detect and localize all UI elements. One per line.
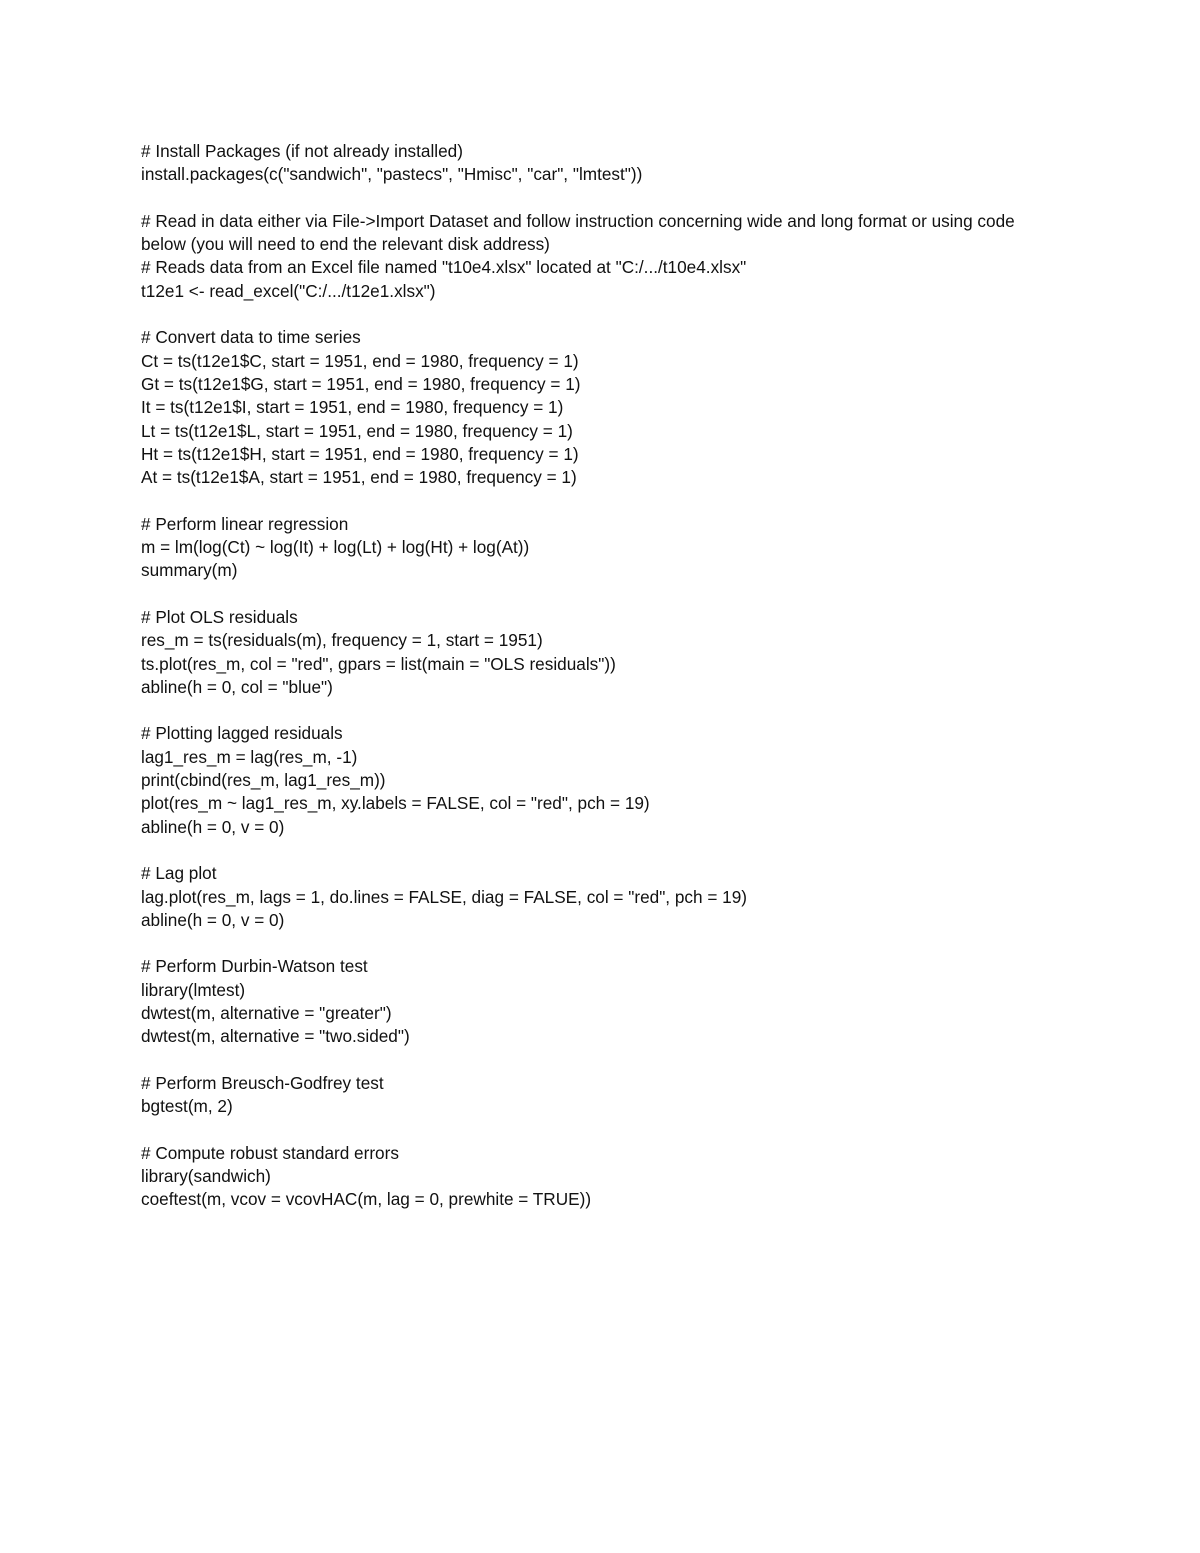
code-line: At = ts(t12e1$A, start = 1951, end = 1980, frequency = 1): [141, 467, 577, 488]
code-line: Lt = ts(t12e1$L, start = 1951, end = 1980, frequency = 1): [141, 420, 573, 441]
code-line: ts.plot(res_m, col = "red", gpars = list(main = "OLS residuals")): [141, 653, 616, 674]
code-line: m = lm(log(Ct) ~ log(It) + log(Lt) + log(Ht) + log(At)): [141, 537, 530, 558]
code-line: library(sandwich): [141, 1166, 271, 1187]
section-read-data: [141, 210, 1101, 303]
code-line: plot(res_m ~ lag1_res_m, xy.labels = FALSE, col = "red", pch = 19): [141, 793, 650, 814]
code-line: It = ts(t12e1$I, start = 1951, end = 1980, frequency = 1): [141, 397, 564, 418]
comment-line: # Read in data either via File->Import Dataset and follow instruction concerning wide and long format or using code: [141, 210, 1015, 231]
section-robust-standard-errors: [141, 1142, 1101, 1212]
code-line: Ct = ts(t12e1$C, start = 1951, end = 1980, frequency = 1): [141, 350, 579, 371]
code-line: abline(h = 0, col = "blue"): [141, 676, 333, 697]
document-body: [141, 140, 1101, 1212]
comment-line: # Reads data from an Excel file named "t10e4.xlsx" located at "C:/.../t10e4.xlsx": [141, 257, 747, 278]
code-line: Gt = ts(t12e1$G, start = 1951, end = 1980, frequency = 1): [141, 373, 581, 394]
section-plot-ols-residuals: [141, 606, 1101, 699]
comment-line: # Convert data to time series: [141, 327, 361, 348]
code-line: library(lmtest): [141, 979, 246, 1000]
code-line: abline(h = 0, v = 0): [141, 909, 285, 930]
comment-line: # Perform Durbin-Watson test: [141, 956, 368, 977]
code-line: dwtest(m, alternative = "greater"): [141, 1002, 392, 1023]
comment-line: # Plot OLS residuals: [141, 606, 298, 627]
code-line: summary(m): [141, 560, 238, 581]
comment-line: # Plotting lagged residuals: [141, 723, 343, 744]
code-line: install.packages(c("sandwich", "pastecs", "Hmisc", "car", "lmtest")): [141, 164, 643, 185]
section-durbin-watson: [141, 955, 1101, 1048]
code-line: lag.plot(res_m, lags = 1, do.lines = FALSE, diag = FALSE, col = "red", pch = 19): [141, 886, 747, 907]
code-line: lag1_res_m = lag(res_m, -1): [141, 746, 358, 767]
comment-line: # Compute robust standard errors: [141, 1142, 399, 1163]
code-line: t12e1 <- read_excel("C:/.../t12e1.xlsx"): [141, 280, 436, 301]
code-line: res_m = ts(residuals(m), frequency = 1, start = 1951): [141, 630, 543, 651]
section-lagged-residuals: [141, 722, 1101, 838]
code-line: coeftest(m, vcov = vcovHAC(m, lag = 0, prewhite = TRUE)): [141, 1189, 592, 1210]
section-linear-regression: [141, 513, 1101, 583]
code-line: bgtest(m, 2): [141, 1096, 233, 1117]
section-convert-time-series: [141, 326, 1101, 489]
code-line: print(cbind(res_m, lag1_res_m)): [141, 770, 386, 791]
comment-line: # Perform Breusch-Godfrey test: [141, 1072, 384, 1093]
section-lag-plot: [141, 862, 1101, 932]
comment-line: # Install Packages (if not already installed): [141, 141, 463, 161]
section-breusch-godfrey: [141, 1072, 1101, 1119]
comment-line: # Perform linear regression: [141, 513, 349, 534]
code-line: dwtest(m, alternative = "two.sided"): [141, 1026, 410, 1047]
comment-line: below (you will need to end the relevant disk address): [141, 234, 550, 255]
comment-line: # Lag plot: [141, 863, 217, 884]
code-line: Ht = ts(t12e1$H, start = 1951, end = 1980, frequency = 1): [141, 443, 579, 464]
code-line: abline(h = 0, v = 0): [141, 816, 285, 837]
section-install-packages: [141, 140, 1101, 187]
